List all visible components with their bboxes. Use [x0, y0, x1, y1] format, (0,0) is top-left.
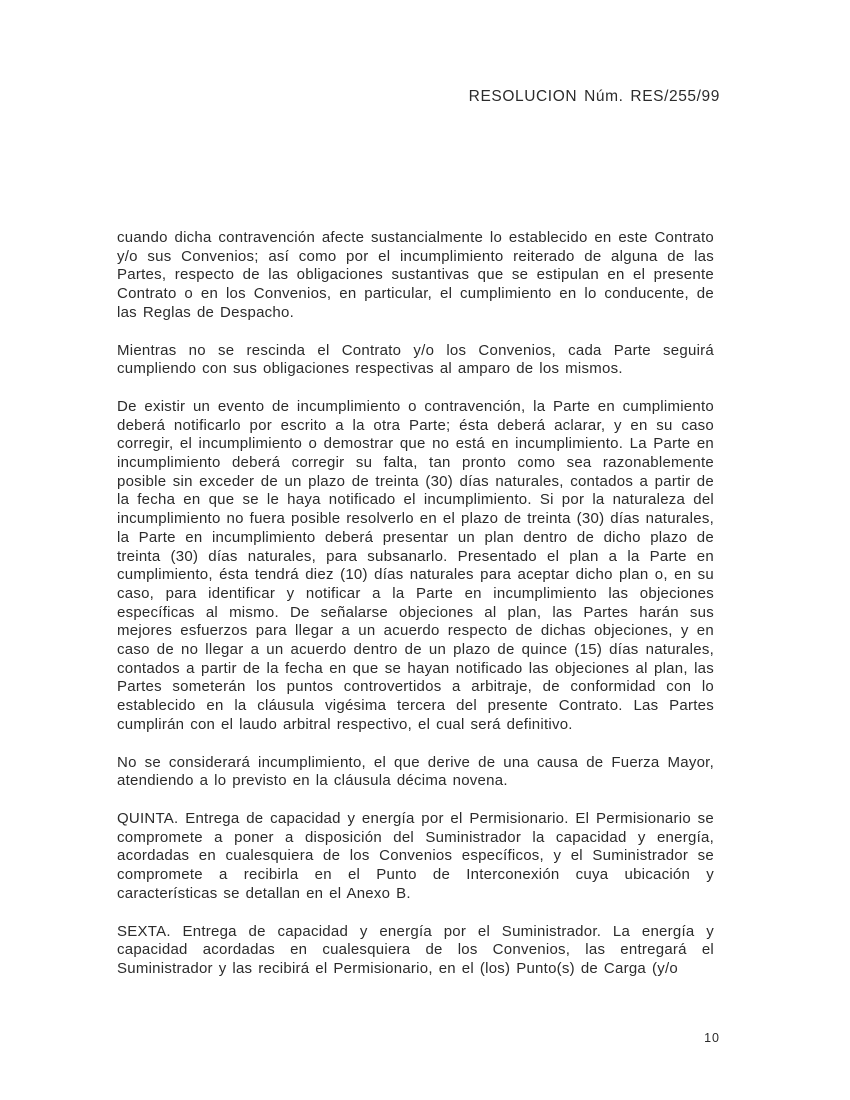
- paragraph-rescision-causas: cuando dicha contravención afecte sustancialmente lo establecido en este Contrato y/o sus Convenios; así como por el incumplimiento reiterado de alguna de las Partes, respecto de las obligaciones sustantivas que se estipulan en el presente Contrato o en los Convenios, en particular, el cumplimiento en lo conducente, de las Reglas de Despacho.: [117, 229, 714, 321]
- document-header-title: RESOLUCION Núm. RES/255/99: [468, 88, 720, 105]
- paragraph-fuerza-mayor: No se considerará incumplimiento, el que derive de una causa de Fuerza Mayor, atendiendo a lo previsto en la cláusula décima novena.: [117, 753, 714, 790]
- paragraph-mientras-no-rescinda: Mientras no se rescinda el Contrato y/o los Convenios, cada Parte seguirá cumpliendo con sus obligaciones respectivas al amparo de los mismos.: [117, 341, 714, 378]
- paragraph-clausula-quinta: QUINTA. Entrega de capacidad y energía por el Permisionario. El Permisionario se compromete a poner a disposición del Suministrador la capacidad y energía, acordadas en cualesquiera de los Convenios específicos, y el Suministrador se compromete a recibirla en el Punto de Interconexión cuya ubicación y características se detallan en el Anexo B.: [117, 809, 714, 902]
- page-number: 10: [704, 1031, 720, 1045]
- paragraph-clausula-sexta: SEXTA. Entrega de capacidad y energía por el Suministrador. La energía y capacidad acordadas en cualesquiera de los Convenios, las entregará el Suministrador y las recibirá el Permisionario, en el (los) Punto(s) de Carga (y/o: [117, 922, 714, 977]
- paragraph-evento-incumplimiento: De existir un evento de incumplimiento o contravención, la Parte en cumplimiento deberá notificarlo por escrito a la otra Parte; ésta deberá aclarar, y en su caso corregir, el incumplimiento o demostrar que no está en incumplimiento. La Parte en incumplimiento deberá corregir su falta, tan pronto como sea razonablemente posible sin exceder de un plazo de treinta (30) días naturales, contados a partir de la fecha en que se le haya notificado el incumplimiento. Si por la naturaleza del incumplimiento no fuera posible resolverlo en el plazo de treinta (30) días naturales, la Parte en incumplimiento deberá presentar un plan dentro de dicho plazo de treinta (30) días naturales, para subsanarlo. Presentado el plan a la Parte en cumplimiento, ésta tendrá diez (10) días naturales para aceptar dicho plan o, en su caso, para identificar y notificar a la Parte en incumplimiento las objeciones específicas al mismo. De señalarse objeciones al plan, las Partes harán sus mejores esfuerzos para llegar a un acuerdo respecto de dichas objeciones, y en caso de no llegar a un acuerdo dentro de un plazo de quince (15) días naturales, contados a partir de la fecha en que se hayan notificado las objeciones al plan, las Partes someterán los puntos controvertidos a arbitraje, de conformidad con lo establecido en la cláusula vigésima tercera del presente Contrato. Las Partes cumplirán con el laudo arbitral respectivo, el cual será definitivo.: [117, 397, 714, 733]
- document-body: [117, 229, 714, 998]
